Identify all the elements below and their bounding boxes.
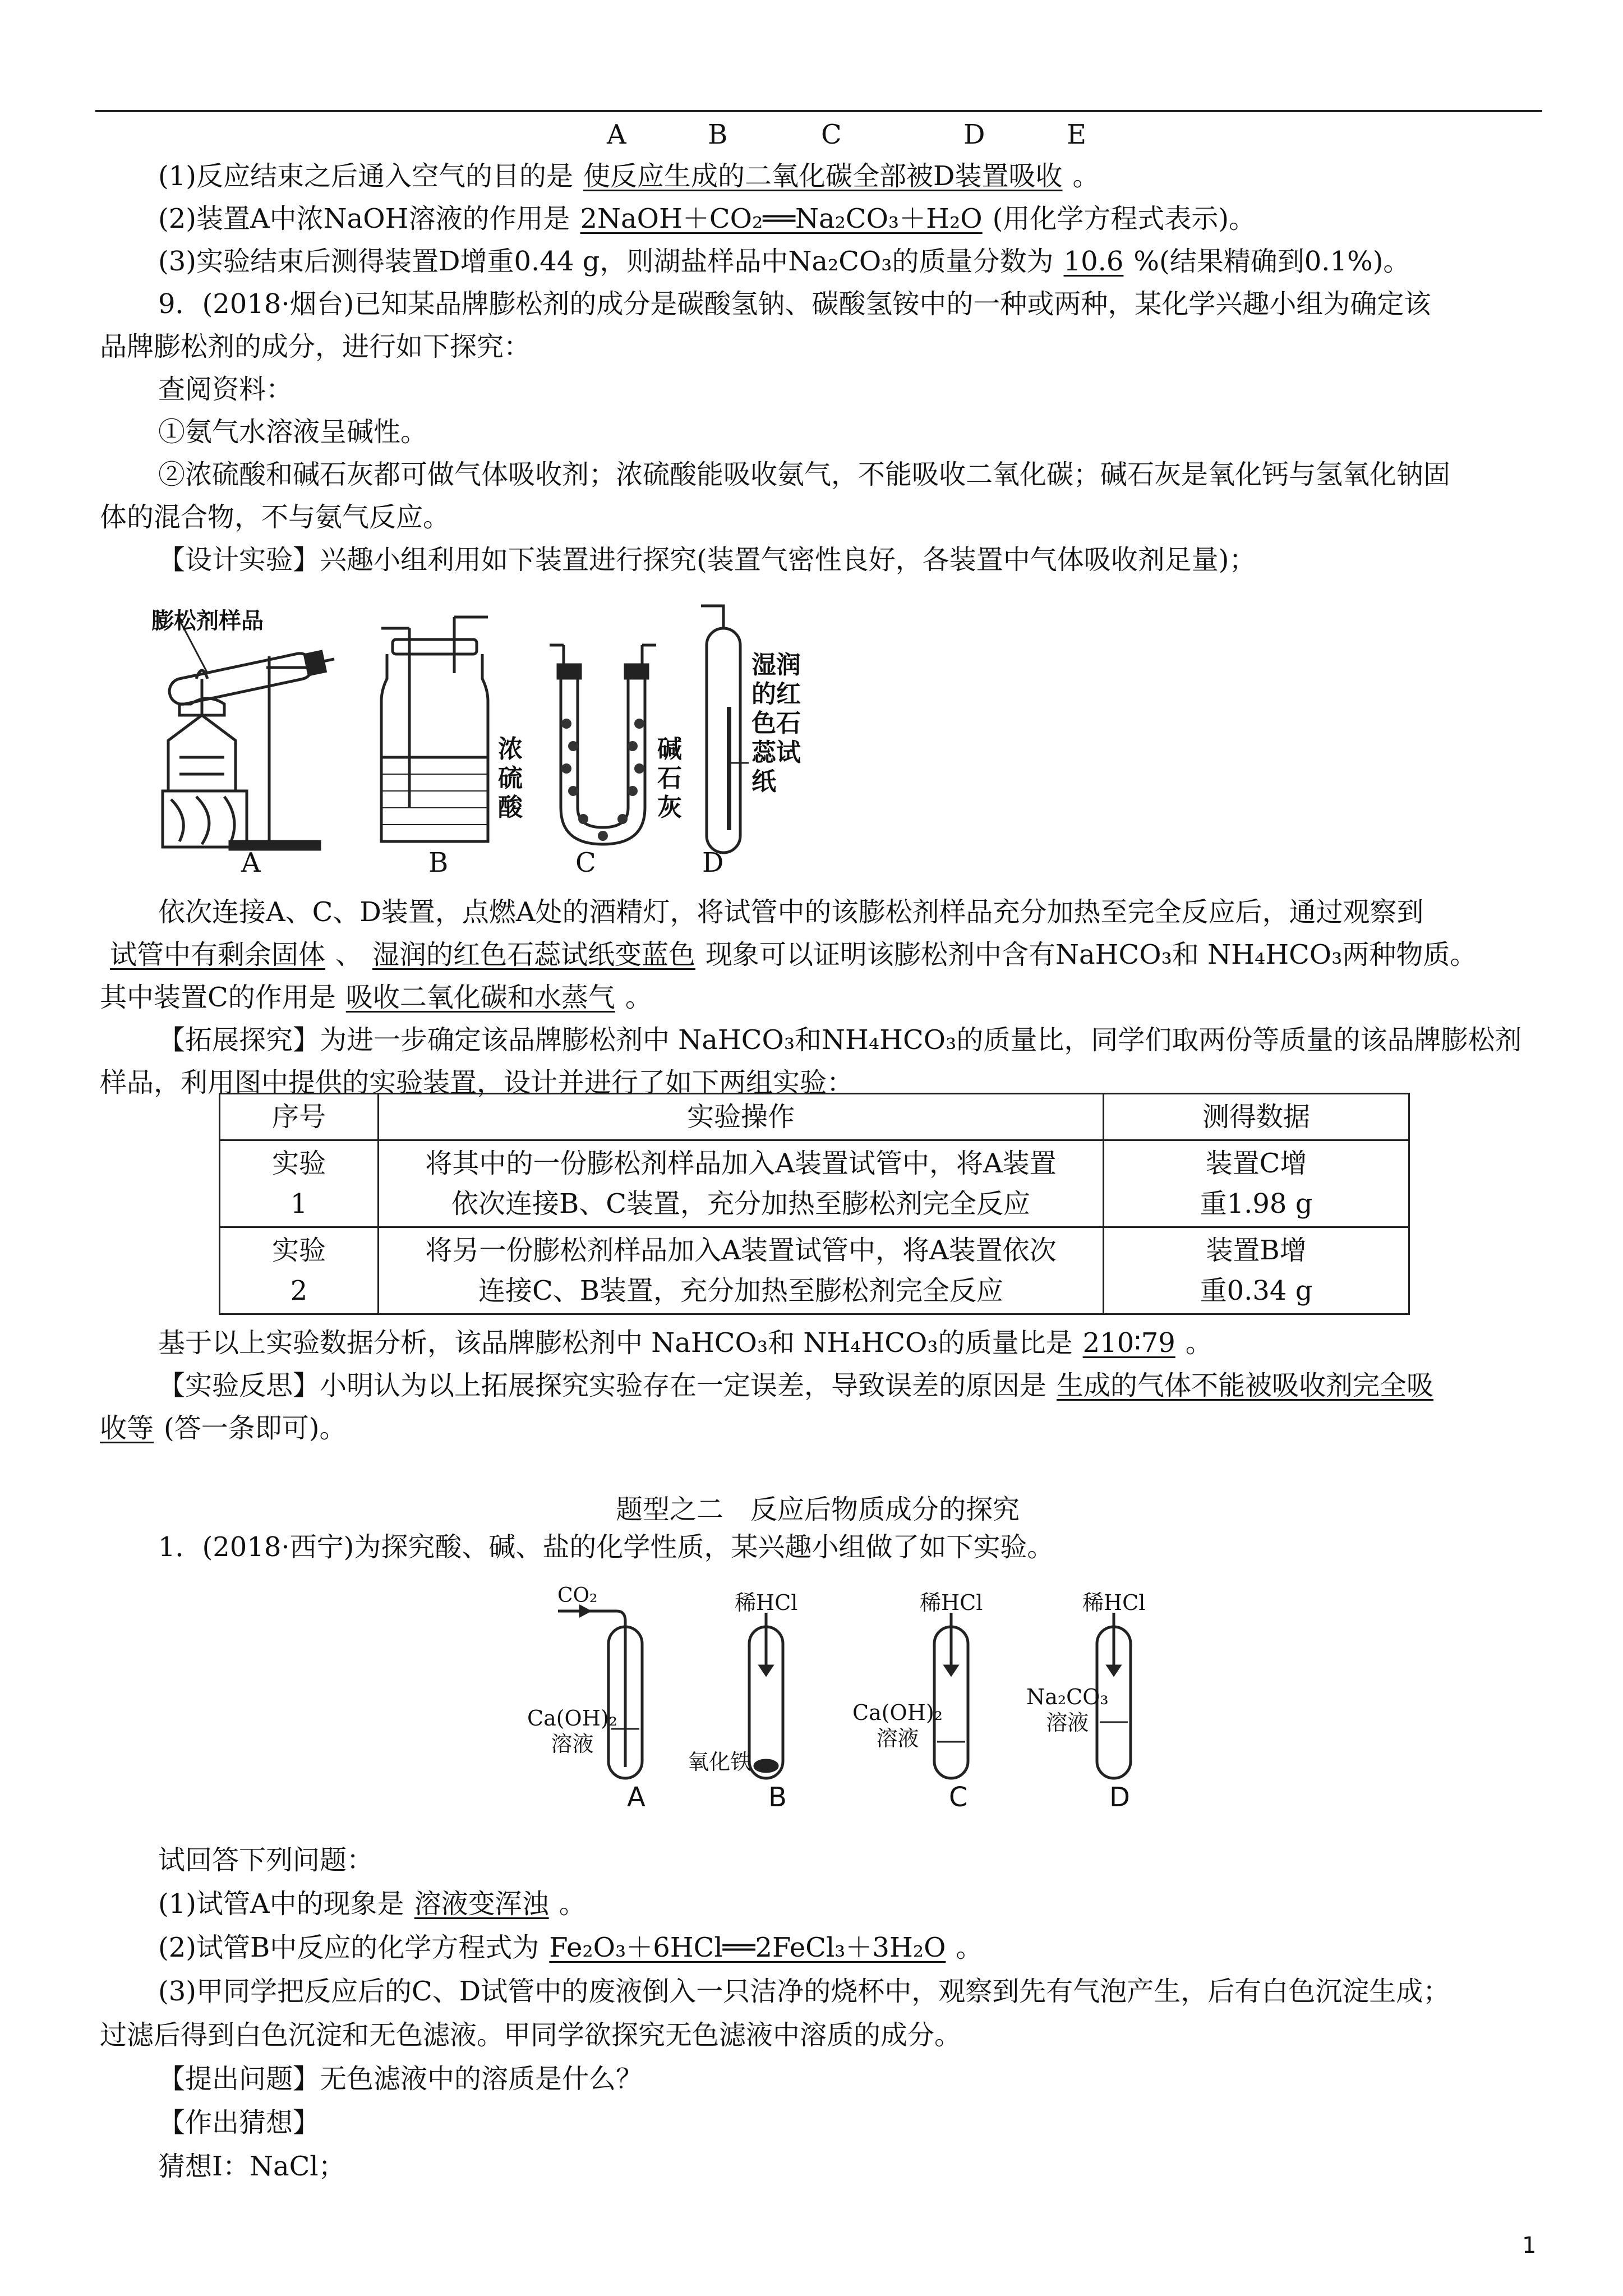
table-row [220,1227,1409,1314]
q9-reflection-line1: 【实验反思】小明认为以上拓展探究实验存在一定误差，导致误差的原因是 生成的气体不能被吸收剂完全吸 [158,1369,1444,1402]
q9-data-table [219,1093,1410,1315]
q9-extension-line2: 样品，利用图中提供的实验装置，设计并进行了如下两组实验： [100,1067,854,1098]
q1-fig-letter-b: B [768,1782,787,1813]
table-header: 测得数据 [1104,1094,1409,1140]
table-header: 实验操作 [379,1094,1104,1140]
q9-fig-b-label: 浓 硫 酸 [498,735,523,822]
q9-answer-litmus: 湿润的红色石蕊试纸变蓝色 [372,939,696,970]
q9-reference-2a: ②浓硫酸和碱石灰都可做气体吸收剂；浓硫酸能吸收氨气，不能吸收二氧化碳；碱石灰是氧化钙与氢氧化钠固 [158,459,1451,490]
q1-fig-d-solution: Na₂CO₃ 溶液 [1026,1685,1109,1735]
q8-answer-1: 使反应生成的二氧化碳全部被D装置吸收 [583,160,1063,192]
q9-answer-reflection-2: 收等 [100,1412,154,1444]
q9-answer-ratio: 210∶79 [1082,1327,1175,1359]
q9-fig-sample-label: 膨松剂样品 [151,608,264,634]
q1-guess-1: 猜想Ⅰ：NaCl； [158,2151,345,2182]
table-row [220,1140,1409,1227]
top-label-a: A [607,119,626,150]
table-cell: 实验 2 [220,1227,379,1314]
q1-fig-letter-a: A [627,1782,645,1813]
table-header-row [220,1094,1409,1140]
q9-extension-line1: 【拓展探究】为进一步确定该品牌膨松剂中 NaHCO₃和NH₄HCO₃的质量比，同学们取两份等质量的该品牌膨松剂 [158,1024,1522,1056]
q9-fig-c-label: 碱 石 灰 [657,735,682,822]
q9-reference-2b: 体的混合物，不与氨气反应。 [100,501,450,533]
q1-fig-c-acid: 稀HCl [920,1590,983,1615]
q1-part1: (1)试管A中的现象是 溶液变浑浊 。 [158,1888,586,1920]
q9-intro-line1: 9．(2018·烟台)已知某品牌膨松剂的成分是碳酸氢钠、碳酸氢铵中的一种或两种，某化学兴趣小组为确定该 [158,288,1431,320]
q9-reflection-line2: 收等 (答一条即可)。 [100,1412,347,1444]
q9-intro-line2: 品牌膨松剂的成分，进行如下探究： [100,331,531,362]
q9-design: 【设计实验】兴趣小组利用如下装置进行探究(装置气密性良好，各装置中气体吸收剂足量)； [158,544,1256,576]
table-cell: 实验 1 [220,1140,379,1227]
q1-fig-a-solution: Ca(OH)₂ 溶液 [527,1706,617,1756]
q1-fig-d-acid: 稀HCl [1082,1590,1146,1615]
q1-fig-a-gas: CO₂ [557,1584,598,1607]
table-cell: 将另一份膨松剂样品加入A装置试管中，将A装置依次 连接C、B装置，充分加热至膨松剂完全反应 [379,1227,1104,1314]
q9-answer-c: 吸收二氧化碳和水蒸气 [345,982,615,1013]
q1-ask: 试回答下列问题： [158,1844,374,1876]
q1-part2: (2)试管B中反应的化学方程式为 Fe₂O₃＋6HCl══2FeCl₃＋3H₂O 。 [158,1932,983,1963]
page-number: 1 [1522,2233,1537,2258]
table-header: 序号 [220,1094,379,1140]
q1-part3-line2: 过滤后得到白色沉淀和无色滤液。甲同学欲探究无色滤液中溶质的成分。 [100,2019,962,2051]
q1-answer-2: Fe₂O₃＋6HCl══2FeCl₃＋3H₂O [549,1932,946,1963]
q8-part1: (1)反应结束之后通入空气的目的是 使反应生成的二氧化碳全部被D装置吸收 。 [158,160,1100,192]
q8-answer-3: 10.6 [1063,246,1124,277]
q1-answer-1: 溶液变浑浊 [414,1888,549,1920]
q9-ratio: 基于以上实验数据分析，该品牌膨松剂中 NaHCO₃和 NH₄HCO₃的质量比是 210∶79 。 [158,1327,1212,1359]
q9-device-c-role: 其中装置C的作用是 吸收二氧化碳和水蒸气 。 [100,982,652,1013]
q1-question: 【提出问题】无色滤液中的溶质是什么？ [158,2063,643,2095]
q1-part3-line1: (3)甲同学把反应后的C、D试管中的废液倒入一只洁净的烧杯中，观察到先有气泡产生，后有白色沉淀生成； [158,1976,1450,2007]
top-label-c: C [821,119,842,150]
q1-fig-c-solution: Ca(OH)₂ 溶液 [852,1700,943,1751]
q1-guess-title: 【作出猜想】 [158,2107,320,2138]
q9-fig-d-label: 湿润 的红 色石 蕊试 纸 [751,651,801,796]
q1-fig-letter-c: C [949,1782,968,1813]
q9-reference-title: 查阅资料： [158,374,293,405]
q1-intro: 1．(2018·西宁)为探究酸、碱、盐的化学性质，某兴趣小组做了如下实验。 [158,1531,1054,1563]
q9-fig-letter-a: A [241,847,261,878]
top-label-d: D [963,119,985,150]
table-cell: 将其中的一份膨松剂样品加入A装置试管中，将A装置 依次连接B、C装置，充分加热至膨松剂完全反应 [379,1140,1104,1227]
top-label-b: B [708,119,728,150]
q9-reference-1: ①氨气水溶液呈碱性。 [158,416,428,448]
q1-fig-b-oxide: 氧化铁 [688,1750,752,1774]
q1-fig-b-acid: 稀HCl [735,1590,798,1615]
table-cell: 装置B增 重0.34 g [1104,1227,1409,1314]
table-cell: 装置C增 重1.98 g [1104,1140,1409,1227]
q9-fig-letter-b: B [428,847,449,878]
q8-part3: (3)实验结束后测得装置D增重0.44 g，则湖盐样品中Na₂CO₃的质量分数为 10.6 %(结果精确到0.1%)。 [158,246,1410,277]
header-rule [95,110,1542,112]
q9-fig-letter-d: D [702,847,724,878]
section-title: 题型之二 反应后物质成分的探究 [616,1494,1020,1525]
q9-answer-residue: 试管中有剩余固体 [110,939,326,970]
q9-observe-line1: 依次连接A、C、D装置，点燃A处的酒精灯，将试管中的该膨松剂样品充分加热至完全反应后，通过观察到 [158,896,1424,928]
top-label-e: E [1067,119,1087,150]
q8-answer-2: 2NaOH＋CO₂══Na₂CO₃＋H₂O [580,203,983,234]
q9-observe-line2: 试管中有剩余固体 、 湿润的红色石蕊试纸变蓝色 现象可以证明该膨松剂中含有NaHCO₃和 NH₄HCO₃两种物质。 [100,938,1477,972]
q8-part2: (2)装置A中浓NaOH溶液的作用是 2NaOH＋CO₂══Na₂CO₃＋H₂O (用化学方程式表示)。 [158,203,1256,234]
q9-answer-reflection-1: 生成的气体不能被吸收剂完全吸 [1057,1370,1434,1401]
q1-fig-letter-d: D [1109,1782,1130,1813]
q9-fig-letter-c: C [575,847,596,878]
